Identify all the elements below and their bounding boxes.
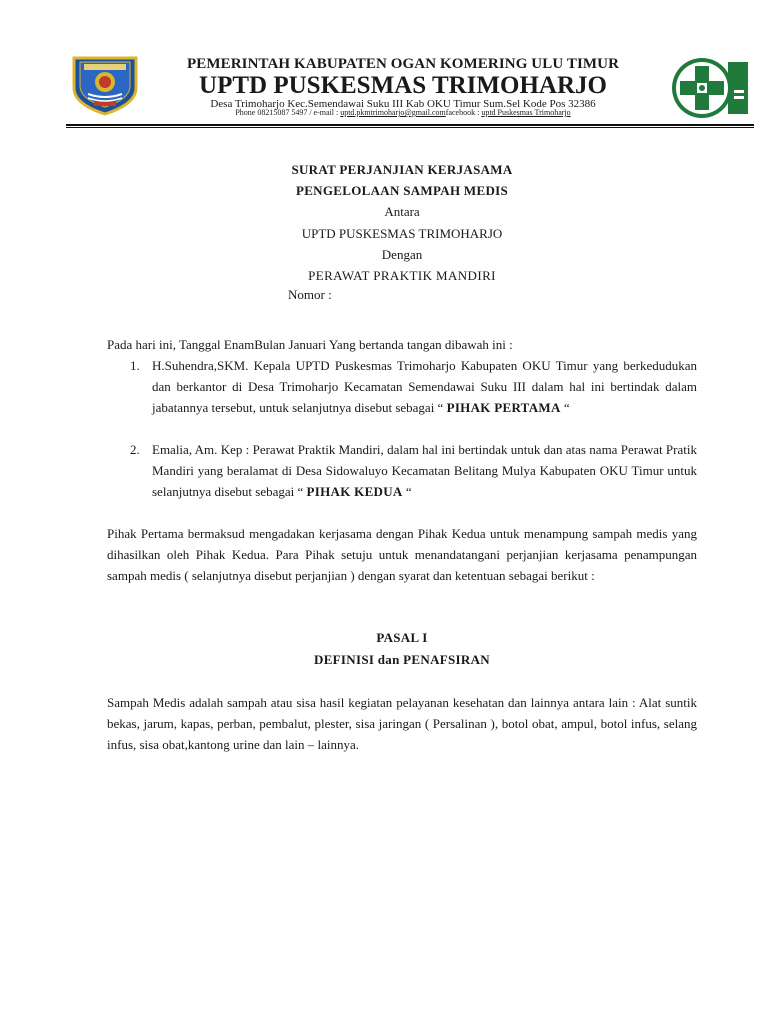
purpose-paragraph: Pihak Pertama bermaksud mengadakan kerjasama dengan Pihak Kedua untuk menampung sampah medis yang dihasilkan oleh Pihak Kedua. Para Pihak setuju untuk menandatangani perjanjian kerjasama penampungan sampah medis ( selanjutnya disebut perjanjian ) dengan syarat dan ketentuan sebagai berikut :	[107, 526, 697, 583]
party-one-designation: PIHAK PERTAMA	[446, 400, 561, 415]
party-two-number: 2.	[130, 442, 140, 457]
party-two-text	[152, 439, 697, 502]
header-institution-name: UPTD PUSKESMAS TRIMOHARJO	[199, 72, 607, 99]
definition-paragraph: Sampah Medis adalah sampah atau sisa hasil kegiatan pelayanan kesehatan dan lainnya antara lain : Alat suntik bekas, jarum, kapas, perban, pembalut, plester, sisa jaringan ( Persalinan ), botol obat, ampul, botol infus, selang infus, sisa obat,kantong urine dan lain – lainnya.	[107, 695, 697, 752]
party-one-text	[152, 355, 697, 418]
title-with: Dengan	[381, 247, 423, 262]
regency-logo	[70, 54, 140, 116]
header-email-link[interactable]: uptd.pkmtrimoharjo@gmail.com	[340, 108, 446, 117]
title-party-one: UPTD PUSKESMAS TRIMOHARJO	[301, 226, 503, 241]
header-divider-thick	[66, 124, 754, 126]
party-one-number: 1.	[130, 358, 140, 373]
party-two-description: Emalia, Am. Kep : Perawat Praktik Mandiri, dalam hal ini bertindak untuk dan atas nama Perawat Pratik Mandiri yang beralamat di Desa Sidowaluyo Kecamatan Belitang Mulya Kabupaten OKU Timur untuk selanjutnya disebut sebagai “	[152, 442, 697, 499]
party-two-quote-close: “	[405, 484, 412, 499]
header-facebook-label: facebook :	[445, 108, 480, 117]
header-address: Desa Trimoharjo Kec.Semendawai Suku III Kab OKU Timur Sum.Sel Kode Pos 32386	[210, 98, 596, 110]
title-party-two: PERAWAT PRAKTIK MANDIRI	[308, 268, 496, 283]
article-title: PASAL I	[376, 630, 428, 645]
article-subtitle: DEFINISI dan PENAFSIRAN	[314, 652, 490, 667]
header-facebook-link[interactable]: uptd Puskesmas Trimoharjo	[481, 108, 571, 117]
regency-emblem-icon	[70, 54, 140, 116]
puskesmas-logo	[668, 54, 758, 122]
party-two-designation: PIHAK KEDUA	[306, 484, 403, 499]
document-number: Nomor :	[288, 287, 332, 302]
header-divider-thin	[66, 127, 754, 128]
intro-paragraph: Pada hari ini, Tanggal EnamBulan Januari Yang bertanda tangan dibawah ini :	[107, 337, 513, 352]
party-one-description: H.Suhendra,SKM. Kepala UPTD Puskesmas Trimoharjo Kabupaten OKU Timur yang berkedudukan dan berkantor di Desa Trimoharjo Kecamatan Semendawai Suku III dalam hal ini bertindak dalam jabatannya tersebut, untuk selanjutnya disebut sebagai “	[152, 358, 697, 415]
document-subtitle: PENGELOLAAN SAMPAH MEDIS	[295, 183, 509, 198]
header-phone: Phone 08215087 5497 / e-mail :	[235, 108, 339, 117]
header-contact	[148, 108, 658, 117]
header-government-name: PEMERINTAH KABUPATEN OGAN KOMERING ULU TIMUR	[186, 56, 620, 72]
document-title: SURAT PERJANJIAN KERJASAMA	[291, 162, 513, 177]
title-between: Antara	[384, 204, 420, 219]
party-one-quote-close: “	[563, 400, 570, 415]
puskesmas-cross-icon	[668, 54, 758, 122]
